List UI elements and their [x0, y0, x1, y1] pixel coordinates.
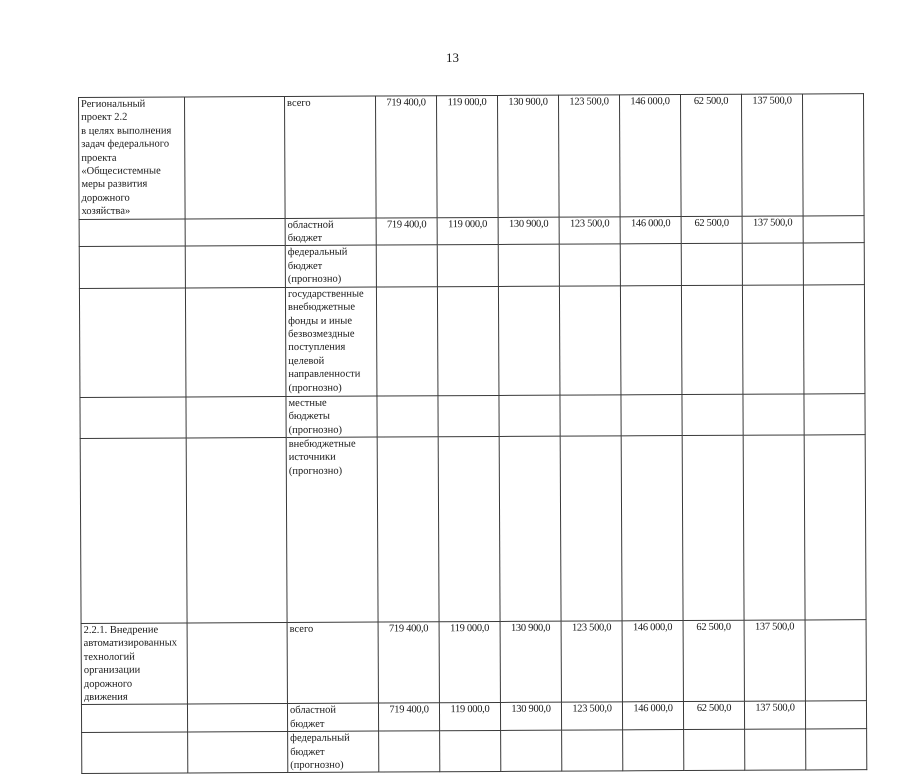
value-cell: 146 000,0 — [619, 95, 681, 217]
value-cell: 62 500,0 — [683, 620, 744, 702]
value-cell: 146 000,0 — [620, 216, 681, 244]
table-row — [80, 435, 866, 624]
source-cell: местные бюджеты (прогнозно) — [286, 396, 377, 438]
value-cell: 119 000,0 — [436, 95, 498, 217]
responsible-cell — [185, 218, 285, 246]
source-cell: федеральный бюджет (прогнозно) — [288, 731, 379, 773]
value-cell — [499, 395, 560, 437]
source-cell: всего — [284, 96, 376, 218]
section-name-cell-cont — [79, 246, 185, 288]
table-row — [79, 243, 864, 288]
section-name-cell-cont — [81, 704, 187, 732]
funding-table — [78, 93, 867, 774]
section-name-cell: 2.2.1. Внедрение автоматизированных технологий организации дорожного движения — [81, 623, 187, 705]
value-cell: 137 500,0 — [744, 620, 805, 702]
value-cell: 123 500,0 — [561, 702, 622, 730]
value-cell: 119 000,0 — [439, 703, 500, 731]
value-cell: 137 500,0 — [741, 94, 803, 216]
value-cell: 146 000,0 — [622, 702, 683, 730]
value-cell — [621, 394, 682, 436]
value-cell — [376, 245, 437, 287]
value-cell — [437, 286, 499, 395]
table-row — [81, 620, 866, 705]
section-name-cell-cont — [79, 219, 185, 247]
page-number: 13 — [446, 50, 459, 65]
responsible-cell — [187, 704, 287, 732]
value-cell: 137 500,0 — [744, 701, 805, 729]
responsible-cell — [185, 246, 285, 288]
value-cell — [498, 245, 559, 287]
value-cell — [620, 285, 682, 394]
value-cell: 130 900,0 — [498, 217, 559, 245]
table-row — [79, 284, 865, 397]
source-cell: областной бюджет — [285, 218, 376, 246]
value-cell — [621, 435, 683, 620]
value-cell: 130 900,0 — [500, 702, 561, 730]
value-cell: 119 000,0 — [437, 217, 498, 245]
source-cell: внебюджетные источники (прогнозно) — [286, 437, 378, 622]
section-name-cell-cont — [80, 438, 187, 624]
source-cell: государственные внебюджетные фонды и иные безвозмездные поступления целевой направленности (прогнозно) — [285, 287, 377, 396]
table-body — [79, 94, 867, 774]
value-cell: 130 900,0 — [500, 621, 561, 703]
source-cell: федеральный бюджет (прогнозно) — [285, 246, 376, 288]
responsible-cell — [185, 287, 286, 396]
value-cell — [742, 285, 804, 394]
responsible-cell — [185, 96, 286, 218]
value-cell — [498, 286, 560, 395]
value-cell: 719 400,0 — [378, 622, 439, 704]
value-cell — [803, 284, 865, 393]
value-cell — [804, 393, 865, 435]
section-name-cell-cont — [80, 397, 186, 439]
value-cell: 137 500,0 — [742, 216, 803, 244]
responsible-cell — [188, 732, 288, 774]
value-cell — [501, 730, 562, 772]
value-cell — [806, 729, 867, 771]
value-cell — [377, 437, 439, 622]
value-cell — [803, 215, 864, 243]
value-cell — [499, 436, 561, 621]
responsible-cell — [186, 396, 286, 438]
value-cell — [562, 730, 623, 772]
value-cell — [377, 395, 438, 437]
value-cell — [681, 285, 743, 394]
value-cell — [440, 731, 501, 773]
value-cell: 62 500,0 — [681, 216, 742, 244]
value-cell — [379, 731, 440, 773]
value-cell: 123 500,0 — [558, 95, 620, 217]
table-row — [79, 215, 864, 247]
source-cell: всего — [287, 622, 378, 704]
section-name-cell-cont — [79, 288, 186, 398]
source-cell: областной бюджет — [287, 703, 378, 731]
value-cell: 119 000,0 — [439, 621, 500, 703]
value-cell — [438, 395, 499, 437]
value-cell — [802, 94, 864, 216]
value-cell — [803, 243, 864, 285]
value-cell — [684, 729, 745, 771]
table-row — [79, 94, 865, 219]
value-cell — [559, 244, 620, 286]
value-cell — [620, 244, 681, 286]
value-cell: 719 400,0 — [378, 703, 439, 731]
value-cell — [438, 436, 500, 621]
responsible-cell — [186, 437, 287, 622]
value-cell: 719 400,0 — [376, 217, 437, 245]
value-cell: 146 000,0 — [622, 620, 683, 702]
value-cell: 62 500,0 — [683, 702, 744, 730]
value-cell: 62 500,0 — [680, 94, 742, 216]
responsible-cell — [187, 622, 287, 704]
value-cell — [742, 243, 803, 285]
value-cell — [560, 395, 621, 437]
table-row — [82, 729, 867, 774]
value-cell — [745, 729, 806, 771]
value-cell — [743, 394, 804, 436]
section-name-cell: Региональный проект 2.2 в целях выполнения задач федерального проекта «Общесистемные меры развития дорожного хозяйства» — [79, 97, 186, 219]
value-cell: 719 400,0 — [375, 96, 437, 218]
table-row — [80, 393, 865, 438]
value-cell — [805, 701, 866, 729]
value-cell — [437, 245, 498, 287]
value-cell — [682, 394, 743, 436]
value-cell: 130 900,0 — [497, 95, 559, 217]
section-name-cell-cont — [82, 732, 188, 774]
value-cell — [623, 730, 684, 772]
value-cell — [682, 435, 744, 620]
value-cell — [376, 286, 438, 395]
value-cell — [560, 436, 622, 621]
value-cell: 123 500,0 — [561, 621, 622, 703]
value-cell — [804, 435, 866, 620]
value-cell — [559, 286, 621, 395]
value-cell — [681, 244, 742, 286]
value-cell: 123 500,0 — [559, 217, 620, 245]
value-cell — [743, 435, 805, 620]
table-row — [81, 701, 866, 733]
value-cell — [805, 620, 866, 702]
